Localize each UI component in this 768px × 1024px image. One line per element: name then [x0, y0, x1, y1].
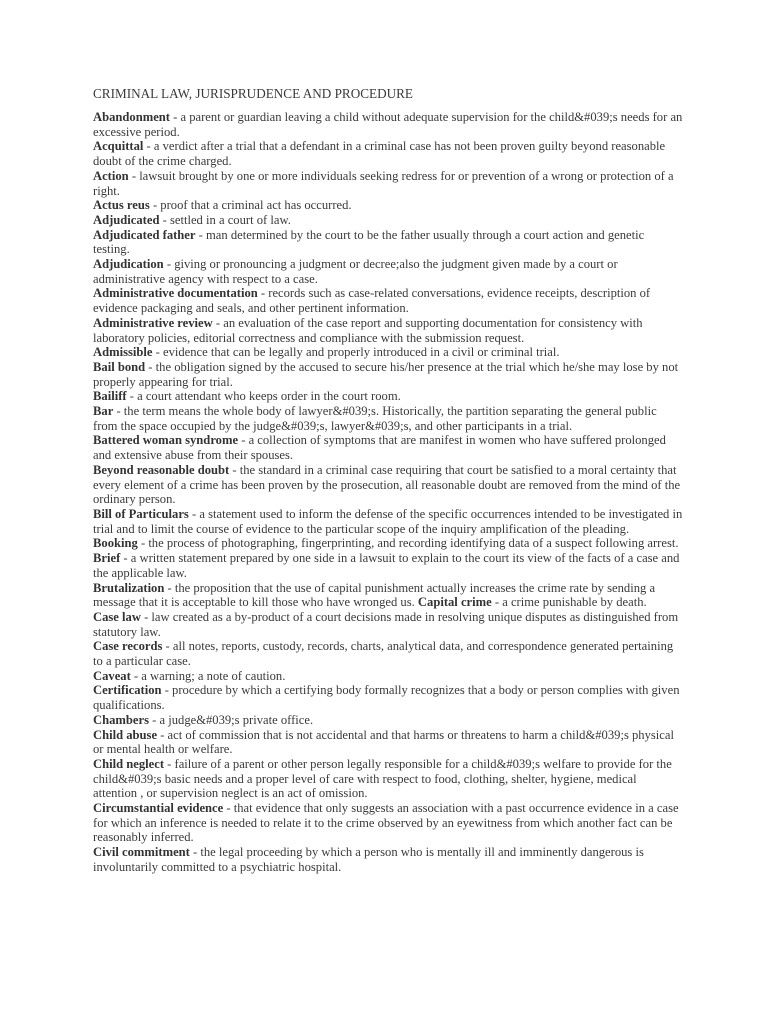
glossary-definition: a written statement prepared by one side in a lawsuit to explain to the court its view of the facts of a case and the applicable law. [93, 551, 680, 580]
glossary-entry [93, 536, 683, 551]
glossary-entry [93, 713, 683, 728]
glossary-term: Bailiff [93, 389, 127, 404]
glossary-entry [93, 728, 683, 757]
glossary-entry [93, 683, 683, 712]
term-separator: - [164, 580, 175, 595]
glossary-term: Administrative review [93, 315, 213, 330]
glossary-entry [93, 581, 683, 610]
glossary-entry [93, 463, 683, 507]
glossary-definition: the standard in a criminal case requiring that court be satisfied to a moral certainty that every element of a crime has been proven by the prosecution, all reasonable doubt are removed from the mind of the ordinary person. [93, 462, 681, 507]
term-separator: - [163, 257, 175, 272]
glossary-entry [93, 110, 683, 139]
glossary-entry [93, 507, 683, 536]
term-separator: - [130, 668, 142, 683]
glossary-term: Child neglect [93, 756, 165, 771]
glossary-definition: a court attendant who keeps order in the court room. [137, 389, 401, 404]
glossary-entry [93, 345, 683, 360]
glossary-term: Child abuse [93, 727, 158, 742]
term-separator: - [159, 212, 170, 227]
glossary-term: Bill of Particulars [93, 506, 189, 521]
term-separator: - [169, 110, 181, 124]
glossary-entry [93, 757, 683, 801]
glossary-definition: the obligation signed by the accused to secure his/her presence at the trial which he/she may lose by not properly appearing for trial. [93, 359, 679, 389]
glossary-definition: the proposition that the use of capital punishment actually increases the crime rate by sending a message that it is acceptable to kill those who have wronged us. [93, 580, 656, 610]
term-separator: - [149, 198, 161, 213]
glossary-definition: a warning; a note of caution. [141, 668, 286, 683]
glossary-entry [93, 169, 683, 198]
glossary-entry [93, 286, 683, 315]
glossary-term: Certification [93, 683, 162, 698]
term-separator: - [223, 801, 234, 816]
glossary-entry [93, 551, 683, 580]
glossary-term: Brutalization [93, 580, 165, 595]
term-separator: - [188, 506, 200, 521]
glossary-term: Acquittal [93, 139, 144, 154]
glossary-definition: act of commission that is not accidental and that harms or threatens to harm a child&#039;s physical or mental health or welfare. [93, 727, 674, 757]
glossary-entry [93, 801, 683, 845]
term-separator: - [143, 139, 154, 154]
glossary-definition: a verdict after a trial that a defendant in a criminal case has not been proven guilty beyond reasonable doubt of the crime charged. [93, 139, 666, 169]
glossary-term: Actus reus [93, 198, 150, 213]
glossary-term: Brief [93, 551, 121, 566]
glossary-definition: man determined by the court to be the father usually through a court action and genetic testing. [93, 227, 645, 257]
glossary-definition: an evaluation of the case report and supporting documentation for consistency with laboratory policies, editorial correctness and compliance with the submission request. [93, 315, 643, 345]
glossary-term: Abandonment [93, 110, 170, 124]
glossary-definition: giving or pronouncing a judgment or decree;also the judgment given made by a court or administrative agency with respect to a case. [93, 257, 618, 286]
term-separator: - [164, 756, 175, 771]
term-separator: - [229, 462, 240, 477]
glossary-entry [93, 360, 683, 389]
term-separator: - [128, 168, 140, 183]
glossary-term: Bail bond [93, 359, 146, 374]
glossary-list [93, 110, 683, 875]
glossary-definition: the legal proceeding by which a person who is mentally ill and imminently dangerous is involuntarily committed to a psychiatric hospital. [93, 845, 644, 874]
glossary-definition: the term means the whole body of lawyer&#039;s. Historically, the partition separating the general public from the space occupied by the judge&#039;s, lawyer&#039;s, and other participants in a trial. [93, 404, 657, 433]
glossary-definition: law created as a by-product of a court decisions made in resolving unique disputes as distinguished from statutory law. [93, 609, 679, 639]
term-separator: - [137, 536, 149, 551]
glossary-definition: settled in a court of law. [169, 212, 291, 227]
glossary-entry [93, 389, 683, 404]
term-separator: - [238, 433, 249, 448]
glossary-entry [93, 228, 683, 257]
term-separator: - [212, 315, 224, 330]
term-separator: - [162, 639, 173, 654]
glossary-definition: a statement used to inform the defense of the specific occurrences intended to be investigated in trial and to limit the course of evidence to the particular scope of the inquiry amplification of the pleading. [93, 506, 683, 536]
term-separator: - [491, 595, 503, 610]
glossary-entry [93, 404, 683, 433]
term-separator: - [257, 286, 269, 301]
glossary-definition: the process of photographing, fingerprinting, and recording identifying data of a suspect following arrest. [148, 536, 679, 551]
term-separator: - [195, 227, 206, 242]
glossary-term: Bar [93, 404, 114, 419]
glossary-definition: that evidence that only suggests an association with a past occurrence evidence in a case for which an inference is needed to relate it to the crime observed by an eyewitness from which another fact can be reasonably inferred. [93, 801, 679, 845]
glossary-entry [93, 198, 683, 213]
glossary-term: Caveat [93, 668, 131, 683]
term-separator: - [126, 389, 138, 404]
glossary-definition: proof that a criminal act has occurred. [160, 198, 352, 213]
glossary-entry [93, 845, 683, 874]
glossary-term: Circumstantial evidence [93, 801, 224, 816]
glossary-definition: failure of a parent or other person legally responsible for a child&#039;s welfare to provide for the child&#039;s basic needs and a proper level of care with respect to food, clothing, shelter, hygiene, medical attention , or supervision neglect is an act of omission. [93, 756, 672, 801]
glossary-entry [93, 433, 683, 462]
glossary-term: Adjudication [93, 257, 164, 272]
glossary-definition: evidence that can be legally and properly introduced in a civil or criminal trial. [162, 345, 560, 360]
glossary-entry [93, 610, 683, 639]
glossary-definition: procedure by which a certifying body formally recognizes that a body or person complies with given qualifications. [93, 683, 680, 713]
document-title: CRIMINAL LAW, JURISPRUDENCE AND PROCEDURE [93, 86, 413, 101]
glossary-term: Battered woman syndrome [93, 433, 239, 448]
term-separator: - [152, 345, 163, 360]
glossary-term: Booking [93, 536, 138, 551]
glossary-entry [93, 316, 683, 345]
glossary-term: Civil commitment [93, 845, 190, 860]
glossary-definition: records such as case-related conversations, evidence receipts, description of evidence packaging and seals, and other pertinent information. [93, 286, 651, 316]
glossary-definition: a judge&#039;s private office. [159, 712, 314, 727]
glossary-term: Case law [93, 609, 141, 624]
term-separator: - [113, 404, 124, 419]
glossary-entry [93, 669, 683, 684]
glossary-term: Administrative documentation [93, 286, 258, 301]
glossary-term: Case records [93, 639, 163, 654]
glossary-entry [93, 213, 683, 228]
glossary-entry [93, 257, 683, 286]
document-page [93, 86, 683, 875]
term-separator: - [120, 551, 131, 566]
glossary-term: Capital crime [417, 595, 492, 610]
glossary-term: Adjudicated [93, 212, 160, 227]
term-separator: - [161, 683, 173, 698]
glossary-entry [93, 139, 683, 168]
glossary-term: Admissible [93, 345, 153, 360]
glossary-definition: lawsuit brought by one or more individuals seeking redress for or prevention of a wrong or protection of a right. [93, 168, 674, 198]
glossary-definition: all notes, reports, custody, records, charts, analytical data, and correspondence generated pertaining to a particular case. [93, 639, 674, 669]
glossary-definition: a crime punishable by death. [502, 595, 647, 610]
glossary-definition: a parent or guardian leaving a child without adequate supervision for the child&#039;s needs for an excessive period. [93, 110, 683, 139]
term-separator: - [145, 359, 156, 374]
glossary-term: Chambers [93, 712, 149, 727]
term-separator: - [189, 845, 201, 860]
term-separator: - [140, 609, 152, 624]
glossary-definition: a collection of symptoms that are manifest in women who have suffered prolonged and extensive abuse from their spouses. [93, 433, 666, 463]
glossary-term: Beyond reasonable doubt [93, 462, 230, 477]
term-separator: - [148, 712, 160, 727]
glossary-term: Adjudicated father [93, 227, 196, 242]
glossary-term: Action [93, 168, 129, 183]
glossary-entry [93, 639, 683, 668]
term-separator: - [157, 727, 168, 742]
